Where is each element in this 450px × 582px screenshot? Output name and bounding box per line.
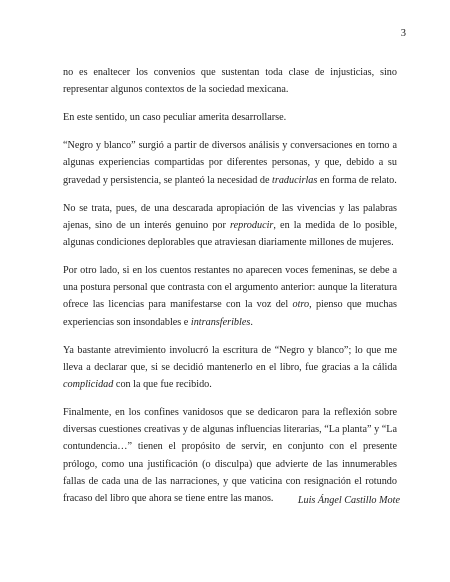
paragraph-6 <box>63 342 397 394</box>
paragraph-text: no es enaltecer los convenios que sustentan toda clase de injusticias, sino representar algunos contextos de la sociedad mexicana. <box>63 67 397 96</box>
author-signature: Luis Ángel Castillo Mote <box>297 495 400 506</box>
paragraph-2 <box>63 109 397 126</box>
paragraph-text: “Negro y blanco” surgió a partir de diversos análisis y conversaciones en torno a algunas experiencias compartidas por diferentes personas, y que, debido a su gravedad y persistencia, se planteó la necesidad de <box>63 140 397 186</box>
paragraph-7 <box>63 404 397 507</box>
paragraph-text: No se trata, pues, de una descarada apropiación de las vivencias y las palabras ajenas, sino de un interés genuino por <box>63 202 397 231</box>
italic-emphasis: complicidad <box>63 379 114 391</box>
paragraph-text: con la que fue recibido. <box>113 379 212 391</box>
paragraph-text: , pienso que muchas experiencias son insondables e <box>63 299 397 328</box>
page-number: 3 <box>400 28 406 39</box>
italic-emphasis: traducirlas <box>272 174 318 186</box>
paragraph-text: Por otro lado, si en los cuentos restantes no aparecen voces femeninas, se debe a una postura personal que contrasta con el argumento anterior: aunque la literatura ofrece las licencias para manifestarse con la voz del <box>63 265 397 311</box>
paragraph-text: , en la medida de lo posible, algunas condiciones deplorables que atraviesan diariamente millones de mujeres. <box>63 219 397 249</box>
paragraph-4 <box>63 200 397 252</box>
italic-emphasis: intransferibles <box>190 316 251 328</box>
italic-emphasis: reproducir <box>230 219 274 231</box>
body-text <box>63 64 397 518</box>
paragraph-3 <box>63 137 397 189</box>
paragraph-5 <box>63 262 397 331</box>
paragraph-text: Finalmente, en los confines vanidosos que se dedicaron para la reflexión sobre diversas cuestiones creativas y de algunas influencias literarias, “La planta” y “La contundencia…” tienen el propósito de servir, en conjunto con el presente prólogo, como una justificación (o disculpa) que advierte de las innumerables fallas de cada una de las narraciones, y que vaticina con resignación el rotundo fracaso del libro que ahora se tiene entre las manos. <box>63 407 397 505</box>
paragraph-1 <box>63 64 397 98</box>
paragraph-text: Ya bastante atrevimiento involucró la escritura de “Negro y blanco”; lo que me lleva a declarar que, si se decidió mantenerlo en el libro, fue gracias a la cálida <box>63 344 397 373</box>
paragraph-text: . <box>250 316 253 328</box>
italic-emphasis: otro <box>292 299 310 311</box>
paragraph-text: En este sentido, un caso peculiar amerita desarrollarse. <box>63 112 287 124</box>
paragraph-text: en forma de relato. <box>317 174 397 186</box>
